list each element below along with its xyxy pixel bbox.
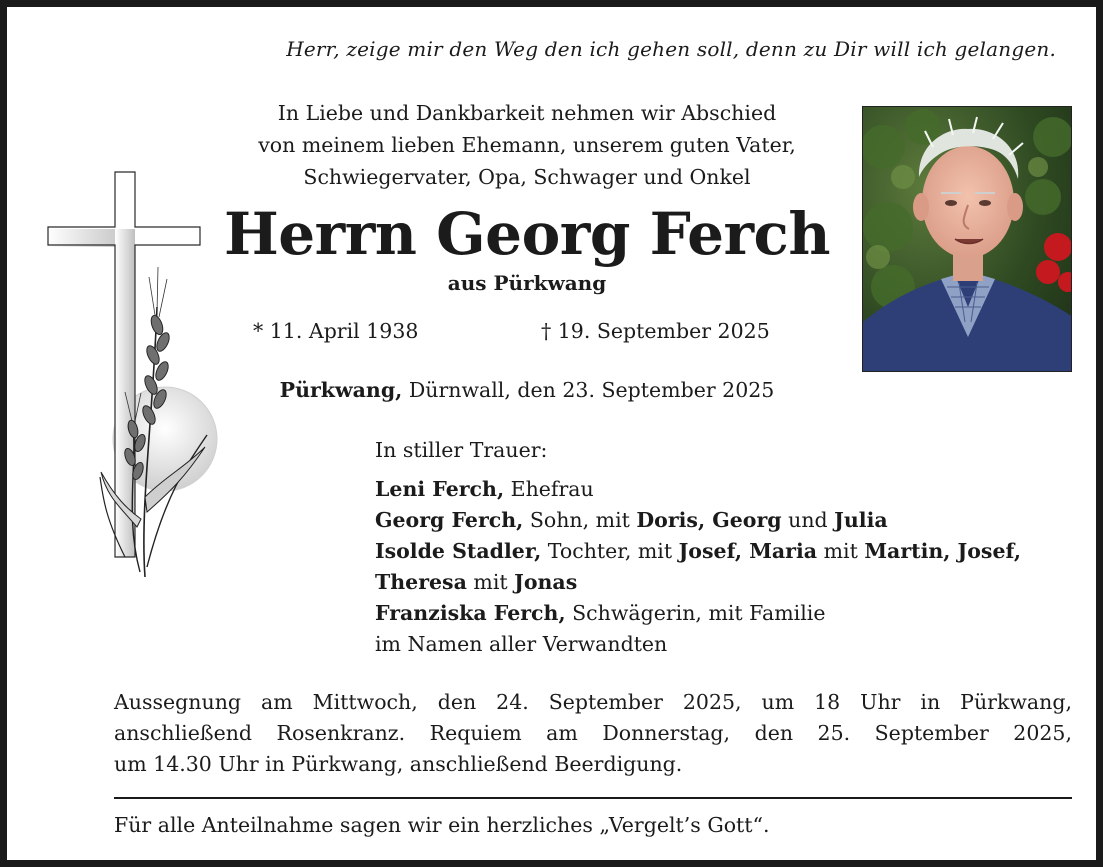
mourner-line <box>375 536 1021 567</box>
place-date-line <box>187 378 867 402</box>
service-line: um 14.30 Uhr in Pürkwang, anschließend Beerdigung. <box>114 752 683 776</box>
mourner-name: Georg Ferch, <box>375 508 524 532</box>
mourner-name: Martin, Josef, <box>864 539 1022 563</box>
mourner-name: Franziska Ferch, <box>375 601 566 625</box>
intro-line: Schwiegervater, Opa, Schwager und Onkel <box>303 165 751 189</box>
mourner-line <box>375 474 1021 505</box>
mourner-name: Leni Ferch, <box>375 477 505 501</box>
mourner-relation: Schwägerin, mit Familie <box>565 601 826 625</box>
mourners-heading: In stiller Trauer: <box>375 438 548 462</box>
birth-date: * 11. April 1938 <box>253 319 419 343</box>
service-details <box>114 687 1072 780</box>
divider <box>114 797 1072 799</box>
service-line: Aussegnung am Mittwoch, den 24. September 2025, um 18 Uhr in Pürkwang, <box>114 690 1072 714</box>
origin-line: aus Pürkwang <box>447 271 607 295</box>
mourner-name: Doris, Georg <box>636 508 782 532</box>
mourners-list <box>375 435 1021 660</box>
mourner-relation: mit <box>466 570 515 594</box>
portrait-photo <box>862 106 1072 372</box>
mourner-name: Julia <box>834 508 888 532</box>
mourner-name: Josef, Maria <box>678 539 818 563</box>
death-date: † 19. September 2025 <box>541 319 770 343</box>
motto-verse: Herr, zeige mir den Weg den ich gehen soll, denn zu Dir will ich gelangen. <box>286 37 1056 61</box>
mourner-relation: Ehefrau <box>504 477 594 501</box>
mourner-line <box>375 505 1021 536</box>
mourner-relation: und <box>781 508 835 532</box>
intro-line: von meinem lieben Ehemann, unserem guten Vater, <box>258 133 796 157</box>
mourner-line <box>375 598 1021 629</box>
mourner-line: im Namen aller Verwandten <box>375 632 668 656</box>
mourner-relation: Sohn, mit <box>523 508 637 532</box>
intro-text <box>187 97 867 193</box>
mourner-name: Isolde Stadler, <box>375 539 542 563</box>
mourner-line <box>375 567 1021 598</box>
mourner-relation: Tochter, mit <box>541 539 679 563</box>
thanks-line: Für alle Anteilnahme sagen wir ein herzliches „Vergelt’s Gott“. <box>114 813 770 837</box>
intro-line: In Liebe und Dankbarkeit nehmen wir Abschied <box>277 101 777 125</box>
place-bold: Pürkwang, <box>279 378 403 402</box>
mourner-name: Theresa <box>375 570 467 594</box>
deceased-name: Herrn Georg Ferch <box>223 200 831 268</box>
mourner-name: Jonas <box>514 570 578 594</box>
service-line: anschließend Rosenkranz. Requiem am Donnerstag, den 25. September 2025, <box>114 721 1072 745</box>
place-rest: Dürnwall, den 23. September 2025 <box>402 378 775 402</box>
mourner-relation: mit <box>817 539 865 563</box>
